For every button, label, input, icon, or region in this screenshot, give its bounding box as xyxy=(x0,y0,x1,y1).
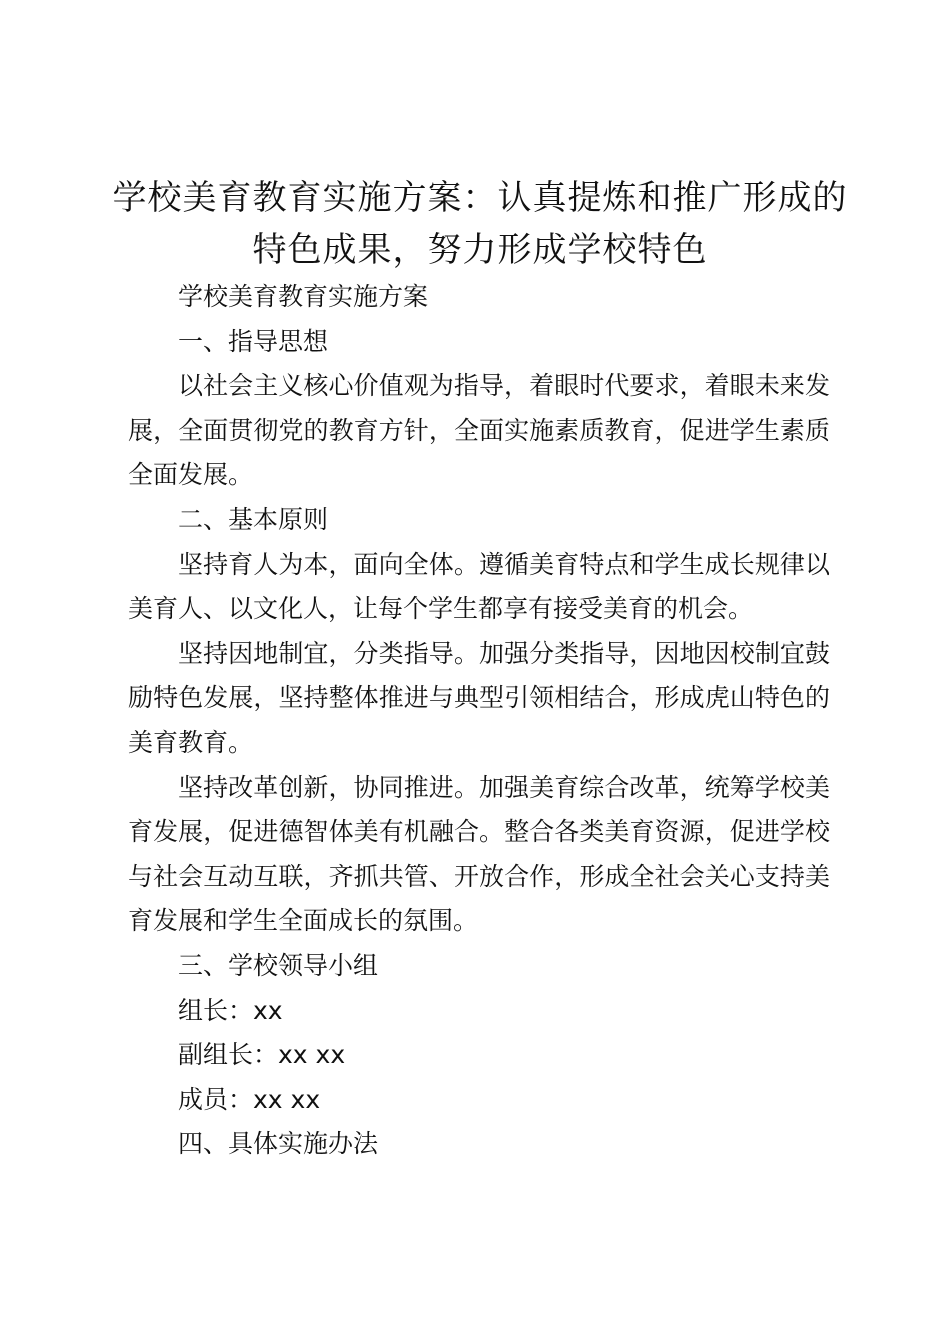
leader-line: 组长：xx xyxy=(178,995,283,1025)
section-heading-basic-principles: 二、基本原则 xyxy=(178,504,329,534)
paragraph-principle-1: 坚持育人为本，面向全体。遵循美育特点和学生成长规律以美育人、以文化人，让每个学生都享有接受美育的机会。 xyxy=(128,549,830,624)
section-heading-implementation: 四、具体实施办法 xyxy=(178,1129,379,1159)
document-title: 学校美育教育实施方案：认真提炼和推广形成的特色成果，努力形成学校特色 xyxy=(112,178,848,270)
members-line: 成员：xx xx xyxy=(178,1084,321,1114)
paragraph-principle-2: 坚持因地制宜，分类指导。加强分类指导，因地因校制宜鼓励特色发展，坚持整体推进与典型引领相结合，形成虎山特色的美育教育。 xyxy=(128,638,830,757)
section-heading-leadership-group: 三、学校领导小组 xyxy=(178,950,379,980)
document-body xyxy=(128,275,830,1167)
deputy-leader-line: 副组长：xx xx xyxy=(178,1040,346,1070)
paragraph-guiding-ideology: 以社会主义核心价值观为指导，着眼时代要求，着眼未来发展，全面贯彻党的教育方针，全面实施素质教育，促进学生素质全面发展。 xyxy=(128,371,830,490)
section-heading-guiding-ideology: 一、指导思想 xyxy=(178,326,329,356)
paragraph-principle-3: 坚持改革创新，协同推进。加强美育综合改革，统筹学校美育发展，促进德智体美有机融合。整合各类美育资源，促进学校与社会互动互联，齐抓共管、开放合作，形成全社会关心支持美育发展和学生全面成长的氛围。 xyxy=(128,772,830,936)
plan-name-line: 学校美育教育实施方案 xyxy=(178,282,429,311)
